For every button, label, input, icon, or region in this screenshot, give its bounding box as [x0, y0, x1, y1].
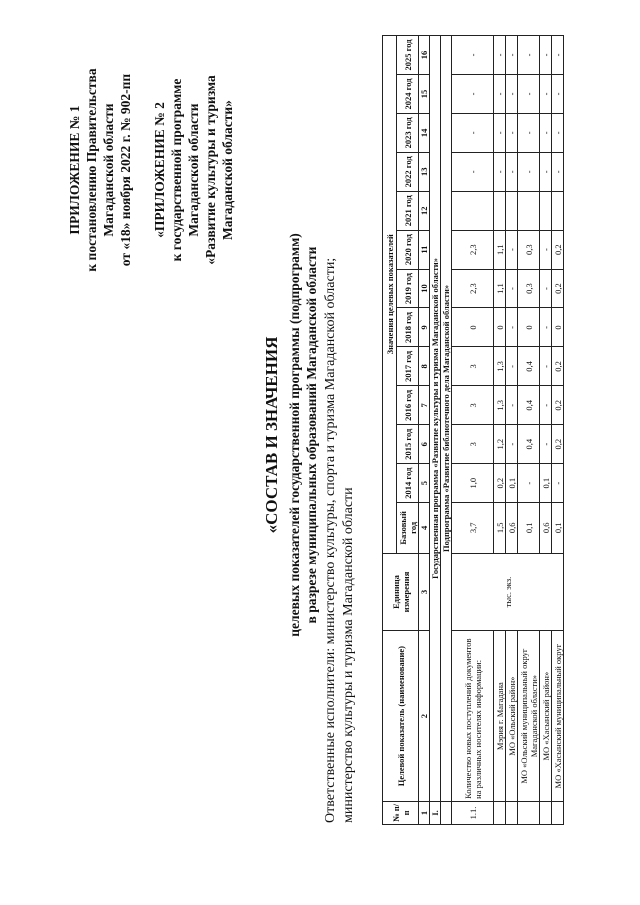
row-number: 1.1.: [452, 801, 494, 824]
header-unit: Единица измерения: [383, 553, 419, 631]
cell: 0,3: [518, 269, 540, 308]
cell: -: [494, 113, 506, 152]
cell: -: [452, 152, 494, 191]
cell: -: [552, 74, 564, 113]
cell: -: [552, 36, 564, 75]
cell: -: [552, 113, 564, 152]
col-number: 7: [419, 386, 430, 425]
doc-subtitle-1: целевых показателей государственной программы (подпрограмм): [287, 233, 302, 637]
header-year: 2023 год: [397, 113, 419, 152]
header-year: 2017 год: [397, 347, 419, 386]
cell: 3: [452, 347, 494, 386]
sub-row-name: МО «Хасынский район»: [540, 631, 552, 801]
cell: 3: [452, 386, 494, 425]
cell: 0,2: [552, 386, 564, 425]
cell: 0: [552, 308, 564, 347]
header-year: 2024 год: [397, 74, 419, 113]
cell: 0: [494, 308, 506, 347]
cell: 1,5: [494, 503, 506, 553]
table-row: [494, 36, 506, 825]
cell: [518, 191, 540, 230]
cell: -: [540, 308, 552, 347]
doc-title: «СОСТАВ И ЗНАЧЕНИЯ: [262, 336, 281, 534]
col-number: 6: [419, 425, 430, 464]
appendix-title: ПРИЛОЖЕНИЕ № 1: [67, 105, 82, 235]
cell: -: [540, 230, 552, 269]
col-number: 9: [419, 308, 430, 347]
sub-row-name: МО «Хасынский муниципальный округ: [552, 631, 564, 801]
header-values: Значения целевых показателей: [383, 36, 397, 554]
header-year: 2019 год: [397, 269, 419, 308]
col-number: 4: [419, 503, 430, 553]
header-year: Базовый год: [397, 503, 419, 553]
appendix2-title: «ПРИЛОЖЕНИЕ № 2: [152, 102, 167, 238]
col-number: 16: [419, 36, 430, 75]
cell: -: [540, 113, 552, 152]
header-year: 2014 год: [397, 464, 419, 503]
cell: -: [552, 464, 564, 503]
cell: 0,3: [518, 230, 540, 269]
cell: -: [518, 464, 540, 503]
cell: 0,2: [494, 464, 506, 503]
cell: 0,1: [552, 503, 564, 553]
cell: 1,0: [452, 464, 494, 503]
cell: -: [506, 269, 518, 308]
cell: -: [494, 152, 506, 191]
appendix-line: к постановлению Правительства: [84, 68, 99, 272]
sub-row-name: МО «Ольский муниципальный округ Магаданской области»: [518, 631, 540, 801]
subprogram-row: [441, 36, 452, 825]
col-number: 1: [419, 801, 430, 824]
col-number: 5: [419, 464, 430, 503]
cell: 2,3: [452, 269, 494, 308]
header-year: 2018 год: [397, 308, 419, 347]
table-row: [452, 36, 494, 825]
cell: 1,1: [494, 269, 506, 308]
cell: -: [518, 152, 540, 191]
col-number: 12: [419, 191, 430, 230]
cell: -: [452, 74, 494, 113]
responsible-line-1: Ответственные исполнители: министерство культуры, спорта и туризма Магаданской области;: [323, 257, 338, 823]
appendix-line: Магаданской области: [101, 103, 116, 237]
cell: 0,1: [506, 464, 518, 503]
program-row: [430, 36, 441, 825]
sub-row-name: МО «Ольский район»: [506, 631, 518, 801]
cell: 3: [452, 425, 494, 464]
cell: -: [506, 425, 518, 464]
table-row: [552, 36, 564, 825]
cell: 1,1: [494, 230, 506, 269]
col-number: 15: [419, 74, 430, 113]
responsible-line-2: министерство культуры и туризма Магаданской области: [341, 487, 356, 823]
cell: 0,2: [552, 425, 564, 464]
cell: -: [506, 347, 518, 386]
cell: -: [518, 113, 540, 152]
cell: [540, 191, 552, 230]
cell: -: [540, 347, 552, 386]
col-number: 11: [419, 230, 430, 269]
section-number: I.: [430, 801, 441, 824]
cell: 1,2: [494, 425, 506, 464]
cell: 0,4: [518, 386, 540, 425]
col-number: 13: [419, 152, 430, 191]
col-number: 8: [419, 347, 430, 386]
cell: 0: [452, 308, 494, 347]
cell: 0,2: [552, 347, 564, 386]
table-row: [506, 36, 518, 825]
cell: -: [452, 113, 494, 152]
cell: -: [540, 386, 552, 425]
indicators-table: [382, 35, 564, 825]
cell: -: [540, 269, 552, 308]
cell: [506, 191, 518, 230]
header-year: 2016 год: [397, 386, 419, 425]
cell: -: [552, 152, 564, 191]
header-year: 2020 год: [397, 230, 419, 269]
cell: -: [506, 386, 518, 425]
col-number: 2: [419, 631, 430, 801]
cell: 0: [518, 308, 540, 347]
appendix2-line: «Развитие культуры и туризма: [203, 75, 218, 265]
cell: -: [506, 74, 518, 113]
cell: -: [506, 113, 518, 152]
cell: -: [540, 74, 552, 113]
cell: -: [506, 36, 518, 75]
cell: 0,6: [540, 503, 552, 553]
appendix2-line: к государственной программе: [169, 78, 184, 262]
cell: -: [518, 74, 540, 113]
cell: 1,3: [494, 386, 506, 425]
cell: 0,1: [518, 503, 540, 553]
row-unit: тыс. экз.: [452, 553, 564, 631]
subprogram-title: Подпрограмма «Развитие библиотечного дела Магаданской области»: [441, 36, 452, 802]
cell: 0,4: [518, 347, 540, 386]
cell: -: [518, 36, 540, 75]
cell: -: [494, 36, 506, 75]
header-year: 2025 год: [397, 36, 419, 75]
appendix-block: [66, 20, 236, 320]
column-numbers-row: [419, 36, 430, 825]
cell: -: [540, 152, 552, 191]
header-year: 2015 год: [397, 425, 419, 464]
table-row: [540, 36, 552, 825]
cell: 2,3: [452, 230, 494, 269]
cell: 0,1: [540, 464, 552, 503]
cell: -: [452, 36, 494, 75]
sub-row-name: Мэрия г. Магадана: [494, 631, 506, 801]
header-num: № п/п: [383, 801, 419, 824]
cell: 0,2: [552, 269, 564, 308]
table-row: [518, 36, 540, 825]
appendix2-line: Магаданской области: [186, 103, 201, 237]
cell: -: [506, 308, 518, 347]
cell: 1,3: [494, 347, 506, 386]
cell: -: [540, 36, 552, 75]
cell: [552, 191, 564, 230]
cell: 0,4: [518, 425, 540, 464]
row-name: Количество новых поступлений документов на различных носителях информации:: [452, 631, 494, 801]
doc-subtitle-2: в разрезе муниципальных образований Магаданской области: [304, 246, 319, 624]
cell: -: [540, 425, 552, 464]
col-number: 10: [419, 269, 430, 308]
program-title: Государственная программа «Развитие культуры и туризма Магаданской области»: [430, 36, 441, 802]
cell: [452, 191, 494, 230]
header-year: 2021 год: [397, 191, 419, 230]
cell: [494, 191, 506, 230]
appendix2-line: Магаданской области»: [220, 100, 235, 240]
cell: -: [506, 152, 518, 191]
header-year: 2022 год: [397, 152, 419, 191]
header-name: Целевой показатель (наименование): [383, 631, 419, 801]
appendix-line: от «18» ноября 2022 г. № 902-пп: [118, 73, 133, 267]
col-number: 3: [419, 553, 430, 631]
cell: 0,6: [506, 503, 518, 553]
cell: 0,2: [552, 230, 564, 269]
cell: -: [494, 74, 506, 113]
cell: -: [506, 230, 518, 269]
col-number: 14: [419, 113, 430, 152]
cell: 3,7: [452, 503, 494, 553]
